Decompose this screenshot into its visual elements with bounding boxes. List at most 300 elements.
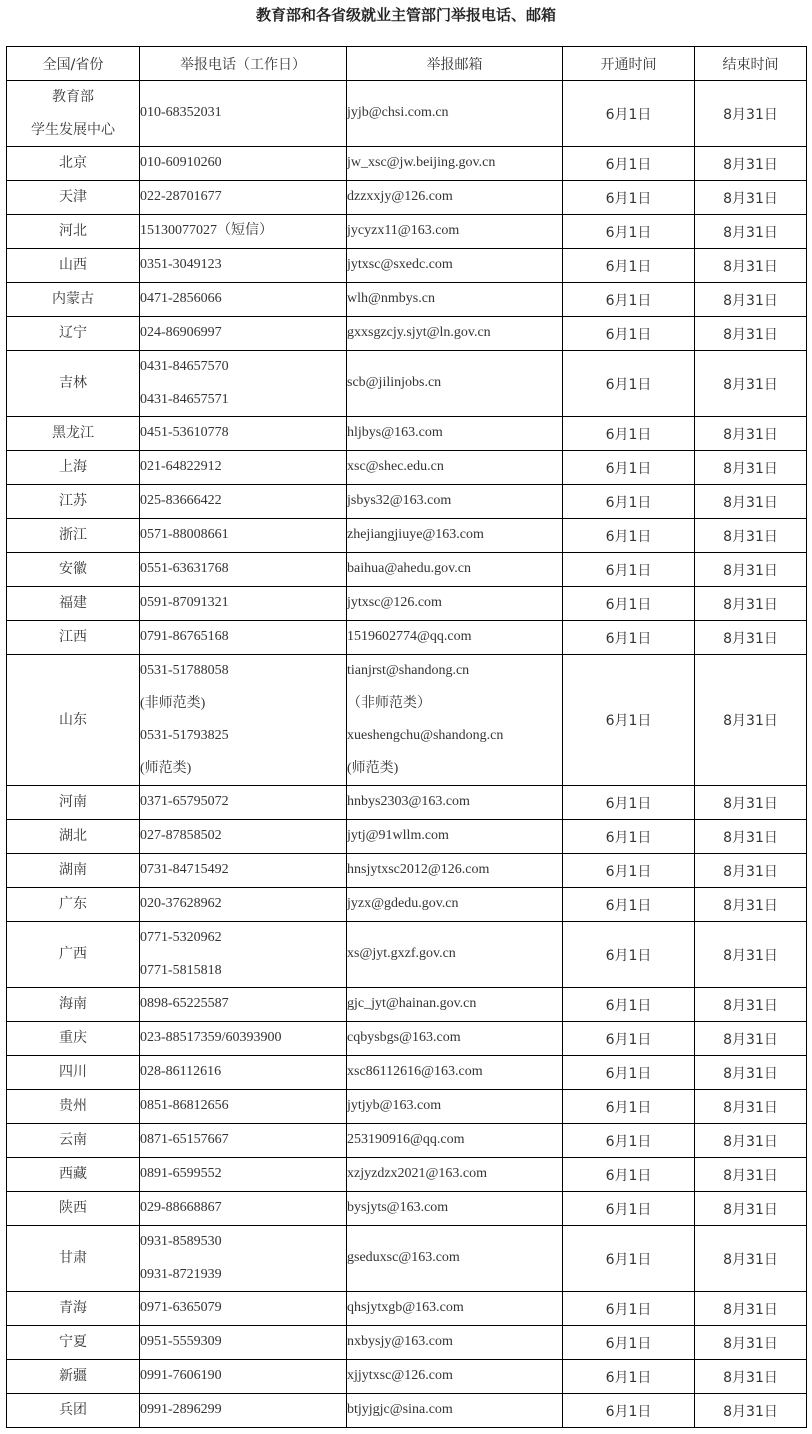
start-date-cell: 6月1日 xyxy=(563,655,695,786)
region-cell xyxy=(7,1292,140,1326)
phone-cell xyxy=(140,249,347,283)
end-date-cell: 8月31日 xyxy=(695,621,807,655)
email-cell xyxy=(347,854,563,888)
region-cell xyxy=(7,820,140,854)
start-date-cell: 6月1日 xyxy=(563,553,695,587)
email-line: （非师范类） xyxy=(347,695,431,711)
phone-line: 0471-2856066 xyxy=(140,291,222,307)
table-row xyxy=(7,888,807,922)
email-line: jytxsc@sxedc.com xyxy=(347,257,453,273)
end-date-cell: 8月31日 xyxy=(695,81,807,147)
email-line: 1519602774@qq.com xyxy=(347,629,472,645)
phone-cell xyxy=(140,1022,347,1056)
phone-line: 0771-5815818 xyxy=(140,962,222,978)
phone-line: 0871-65157667 xyxy=(140,1132,229,1148)
end-date-cell: 8月31日 xyxy=(695,1192,807,1226)
table-row xyxy=(7,1022,807,1056)
header-region: 全国/省份 xyxy=(7,47,140,81)
table-row xyxy=(7,147,807,181)
table-row xyxy=(7,587,807,621)
region-line: 甘肃 xyxy=(59,1250,87,1267)
table-row xyxy=(7,1326,807,1360)
table-row xyxy=(7,820,807,854)
email-line: wlh@nmbys.cn xyxy=(347,291,435,307)
phone-line: 0531-51793825 xyxy=(140,728,229,743)
email-line: jyjb@chsi.com.cn xyxy=(347,105,449,121)
start-date-cell: 6月1日 xyxy=(563,1226,695,1292)
phone-cell xyxy=(140,283,347,317)
email-line: gjc_jyt@hainan.gov.cn xyxy=(347,996,477,1012)
phone-cell xyxy=(140,854,347,888)
start-date-cell: 6月1日 xyxy=(563,1192,695,1226)
phone-line: 0351-3049123 xyxy=(140,257,222,273)
phone-line: 021-64822912 xyxy=(140,459,222,475)
region-line: 宁夏 xyxy=(59,1334,87,1351)
region-cell xyxy=(7,181,140,215)
end-date-cell: 8月31日 xyxy=(695,249,807,283)
email-line: jycyzx11@163.com xyxy=(347,223,460,239)
region-line: 黑龙江 xyxy=(52,425,94,442)
region-cell xyxy=(7,587,140,621)
email-line: xueshengchu@shandong.cn xyxy=(347,728,504,743)
start-date-cell: 6月1日 xyxy=(563,181,695,215)
region-cell xyxy=(7,351,140,417)
region-cell xyxy=(7,283,140,317)
phone-line: 0931-8721939 xyxy=(140,1266,222,1282)
email-line: cqbysbgs@163.com xyxy=(347,1030,461,1046)
region-line: 兵团 xyxy=(59,1402,87,1419)
region-cell xyxy=(7,1394,140,1428)
phone-line: 029-88668867 xyxy=(140,1200,222,1216)
start-date-cell: 6月1日 xyxy=(563,451,695,485)
phone-cell xyxy=(140,1124,347,1158)
end-date-cell: 8月31日 xyxy=(695,1056,807,1090)
email-cell xyxy=(347,922,563,988)
start-date-cell: 6月1日 xyxy=(563,519,695,553)
start-date-cell: 6月1日 xyxy=(563,587,695,621)
email-line: jytjyb@163.com xyxy=(347,1098,442,1114)
region-cell xyxy=(7,1192,140,1226)
start-date-cell: 6月1日 xyxy=(563,485,695,519)
phone-cell xyxy=(140,1394,347,1428)
end-date-cell: 8月31日 xyxy=(695,1158,807,1192)
table-row xyxy=(7,1226,807,1292)
end-date-cell: 8月31日 xyxy=(695,317,807,351)
end-date-cell: 8月31日 xyxy=(695,854,807,888)
region-cell xyxy=(7,621,140,655)
phone-line: 0431-84657571 xyxy=(140,391,229,407)
region-line: 重庆 xyxy=(59,1030,87,1047)
phone-cell xyxy=(140,1158,347,1192)
header-start-date: 开通时间 xyxy=(563,47,695,81)
email-line: xsc86112616@163.com xyxy=(347,1064,483,1080)
email-line: 253190916@qq.com xyxy=(347,1132,465,1148)
email-line: (师范类) xyxy=(347,760,399,776)
phone-line: 0991-2896299 xyxy=(140,1402,222,1418)
email-cell xyxy=(347,181,563,215)
phone-line: 025-83666422 xyxy=(140,493,222,509)
phone-cell xyxy=(140,988,347,1022)
phone-line: (非师范类) xyxy=(140,695,206,711)
region-cell xyxy=(7,519,140,553)
start-date-cell: 6月1日 xyxy=(563,1022,695,1056)
table-row xyxy=(7,1394,807,1428)
phone-line: 020-37628962 xyxy=(140,896,222,912)
header-phone: 举报电话（工作日） xyxy=(140,47,347,81)
phone-cell xyxy=(140,820,347,854)
phone-cell xyxy=(140,215,347,249)
region-line: 海南 xyxy=(59,996,87,1013)
region-line: 河南 xyxy=(59,794,87,811)
table-row xyxy=(7,1158,807,1192)
header-email: 举报邮箱 xyxy=(347,47,563,81)
start-date-cell: 6月1日 xyxy=(563,888,695,922)
start-date-cell: 6月1日 xyxy=(563,215,695,249)
end-date-cell: 8月31日 xyxy=(695,1326,807,1360)
region-cell xyxy=(7,655,140,786)
end-date-cell: 8月31日 xyxy=(695,988,807,1022)
email-cell xyxy=(347,1192,563,1226)
table-row xyxy=(7,451,807,485)
region-line: 山西 xyxy=(59,257,87,274)
end-date-cell: 8月31日 xyxy=(695,417,807,451)
end-date-cell: 8月31日 xyxy=(695,587,807,621)
email-line: jytj@91wllm.com xyxy=(347,828,449,844)
start-date-cell: 6月1日 xyxy=(563,820,695,854)
start-date-cell: 6月1日 xyxy=(563,1326,695,1360)
start-date-cell: 6月1日 xyxy=(563,786,695,820)
phone-cell xyxy=(140,553,347,587)
phone-line: 0771-5320962 xyxy=(140,930,222,945)
phone-line: 0791-86765168 xyxy=(140,629,229,645)
phone-line: (师范类) xyxy=(140,760,192,776)
region-cell xyxy=(7,249,140,283)
region-line: 湖北 xyxy=(59,828,87,845)
phone-cell xyxy=(140,181,347,215)
phone-cell xyxy=(140,451,347,485)
email-cell xyxy=(347,1158,563,1192)
phone-line: 0971-6365079 xyxy=(140,1300,222,1316)
email-line: hljbys@163.com xyxy=(347,425,443,441)
region-line: 吉林 xyxy=(59,375,87,392)
region-line: 西藏 xyxy=(59,1166,87,1183)
phone-cell xyxy=(140,351,347,417)
phone-line: 0931-8589530 xyxy=(140,1234,222,1249)
phone-line: 0898-65225587 xyxy=(140,996,229,1012)
end-date-cell: 8月31日 xyxy=(695,451,807,485)
email-cell xyxy=(347,249,563,283)
end-date-cell: 8月31日 xyxy=(695,215,807,249)
email-cell xyxy=(347,621,563,655)
email-cell xyxy=(347,417,563,451)
phone-cell xyxy=(140,1326,347,1360)
region-cell xyxy=(7,215,140,249)
table-row xyxy=(7,854,807,888)
table-row xyxy=(7,1360,807,1394)
end-date-cell: 8月31日 xyxy=(695,1292,807,1326)
phone-cell xyxy=(140,485,347,519)
table-row xyxy=(7,1090,807,1124)
table-row xyxy=(7,988,807,1022)
table-row xyxy=(7,351,807,417)
start-date-cell: 6月1日 xyxy=(563,249,695,283)
region-line: 四川 xyxy=(59,1064,87,1081)
phone-cell xyxy=(140,587,347,621)
end-date-cell: 8月31日 xyxy=(695,1226,807,1292)
email-line: xjjytxsc@126.com xyxy=(347,1368,453,1384)
phone-cell xyxy=(140,417,347,451)
region-cell xyxy=(7,1158,140,1192)
email-cell xyxy=(347,451,563,485)
end-date-cell: 8月31日 xyxy=(695,922,807,988)
email-cell xyxy=(347,317,563,351)
email-line: baihua@ahedu.gov.cn xyxy=(347,561,471,577)
region-cell xyxy=(7,1056,140,1090)
region-line: 湖南 xyxy=(59,862,87,879)
region-cell xyxy=(7,1090,140,1124)
phone-cell xyxy=(140,1192,347,1226)
email-cell xyxy=(347,1022,563,1056)
table-body xyxy=(7,81,807,1428)
email-line: jytxsc@126.com xyxy=(347,595,442,611)
region-cell xyxy=(7,451,140,485)
page-title: 教育部和各省级就业主管部门举报电话、邮箱 xyxy=(255,6,556,24)
region-line: 学生发展中心 xyxy=(31,121,115,138)
table-header-row xyxy=(7,47,807,81)
end-date-cell: 8月31日 xyxy=(695,655,807,786)
region-cell xyxy=(7,1326,140,1360)
start-date-cell: 6月1日 xyxy=(563,1056,695,1090)
region-line: 陕西 xyxy=(59,1200,87,1217)
region-line: 贵州 xyxy=(59,1098,87,1115)
table-row xyxy=(7,215,807,249)
phone-line: 0851-86812656 xyxy=(140,1098,229,1114)
region-line: 江西 xyxy=(59,629,87,646)
end-date-cell: 8月31日 xyxy=(695,1360,807,1394)
end-date-cell: 8月31日 xyxy=(695,283,807,317)
phone-line: 0551-63631768 xyxy=(140,561,229,577)
email-line: tianjrst@shandong.cn xyxy=(347,663,470,678)
region-cell xyxy=(7,1124,140,1158)
email-cell xyxy=(347,519,563,553)
header-end-date: 结束时间 xyxy=(695,47,807,81)
region-cell xyxy=(7,922,140,988)
region-line: 青海 xyxy=(59,1300,87,1317)
email-cell xyxy=(347,820,563,854)
phone-cell xyxy=(140,655,347,786)
email-cell xyxy=(347,1360,563,1394)
table-row xyxy=(7,485,807,519)
region-cell xyxy=(7,1360,140,1394)
start-date-cell: 6月1日 xyxy=(563,317,695,351)
region-line: 广东 xyxy=(59,896,87,913)
phone-line: 0591-87091321 xyxy=(140,595,229,611)
end-date-cell: 8月31日 xyxy=(695,181,807,215)
region-cell xyxy=(7,147,140,181)
phone-cell xyxy=(140,888,347,922)
region-line: 山东 xyxy=(59,711,87,728)
phone-line: 0951-5559309 xyxy=(140,1334,222,1350)
start-date-cell: 6月1日 xyxy=(563,988,695,1022)
start-date-cell: 6月1日 xyxy=(563,283,695,317)
start-date-cell: 6月1日 xyxy=(563,81,695,147)
table-row xyxy=(7,1056,807,1090)
phone-cell xyxy=(140,147,347,181)
region-line: 内蒙古 xyxy=(52,291,94,308)
region-line: 云南 xyxy=(59,1132,87,1149)
end-date-cell: 8月31日 xyxy=(695,1022,807,1056)
email-line: hnbys2303@163.com xyxy=(347,794,470,810)
email-line: xs@jyt.gxzf.gov.cn xyxy=(347,946,456,962)
email-cell xyxy=(347,147,563,181)
email-cell xyxy=(347,485,563,519)
phone-line: 0451-53610778 xyxy=(140,425,229,441)
region-line: 河北 xyxy=(59,223,87,240)
phone-line: 0431-84657570 xyxy=(140,359,229,374)
phone-cell xyxy=(140,922,347,988)
email-cell xyxy=(347,1292,563,1326)
region-line: 安徽 xyxy=(59,561,87,578)
phone-line: 010-68352031 xyxy=(140,105,222,121)
end-date-cell: 8月31日 xyxy=(695,820,807,854)
email-line: zhejiangjiuye@163.com xyxy=(347,527,484,543)
email-cell xyxy=(347,283,563,317)
region-cell xyxy=(7,1022,140,1056)
email-line: jyzx@gdedu.gov.cn xyxy=(347,896,459,912)
start-date-cell: 6月1日 xyxy=(563,417,695,451)
phone-line: 010-60910260 xyxy=(140,155,222,171)
phone-cell xyxy=(140,1056,347,1090)
email-cell xyxy=(347,988,563,1022)
phone-line: 028-86112616 xyxy=(140,1064,222,1080)
email-line: xzjyzdzx2021@163.com xyxy=(347,1166,488,1182)
phone-line: 0891-6599552 xyxy=(140,1166,222,1182)
email-cell xyxy=(347,655,563,786)
end-date-cell: 8月31日 xyxy=(695,888,807,922)
email-cell xyxy=(347,587,563,621)
table-row xyxy=(7,1124,807,1158)
region-line: 教育部 xyxy=(52,89,94,105)
end-date-cell: 8月31日 xyxy=(695,1394,807,1428)
email-line: qhsjytxgb@163.com xyxy=(347,1300,464,1316)
region-line: 福建 xyxy=(59,595,87,612)
email-line: nxbysjy@163.com xyxy=(347,1334,453,1350)
phone-line: 0731-84715492 xyxy=(140,862,229,878)
start-date-cell: 6月1日 xyxy=(563,1090,695,1124)
table-row xyxy=(7,283,807,317)
phone-cell xyxy=(140,621,347,655)
region-line: 浙江 xyxy=(59,527,87,544)
email-line: jsbys32@163.com xyxy=(347,493,452,509)
table-row xyxy=(7,786,807,820)
region-cell xyxy=(7,485,140,519)
phone-line: 0371-65795072 xyxy=(140,794,229,810)
report-contact-table xyxy=(6,46,807,1428)
email-cell xyxy=(347,81,563,147)
region-cell xyxy=(7,417,140,451)
end-date-cell: 8月31日 xyxy=(695,786,807,820)
start-date-cell: 6月1日 xyxy=(563,1394,695,1428)
phone-line: 024-86906997 xyxy=(140,325,222,341)
email-line: bysjyts@163.com xyxy=(347,1200,449,1216)
table-row xyxy=(7,249,807,283)
email-line: jw_xsc@jw.beijing.gov.cn xyxy=(347,155,496,171)
end-date-cell: 8月31日 xyxy=(695,1124,807,1158)
phone-line: 0531-51788058 xyxy=(140,663,229,678)
email-cell xyxy=(347,1090,563,1124)
phone-cell xyxy=(140,519,347,553)
region-line: 北京 xyxy=(59,155,87,172)
email-line: gseduxsc@163.com xyxy=(347,1250,460,1266)
region-line: 上海 xyxy=(59,459,87,476)
phone-cell xyxy=(140,317,347,351)
phone-cell xyxy=(140,1292,347,1326)
table-row xyxy=(7,519,807,553)
phone-cell xyxy=(140,786,347,820)
phone-line: 15130077027（短信） xyxy=(140,223,273,239)
region-cell xyxy=(7,854,140,888)
phone-line: 0991-7606190 xyxy=(140,1368,222,1384)
email-cell xyxy=(347,215,563,249)
email-line: gxxsgzcjy.sjyt@ln.gov.cn xyxy=(347,325,491,341)
phone-cell xyxy=(140,1090,347,1124)
region-line: 天津 xyxy=(59,189,87,206)
end-date-cell: 8月31日 xyxy=(695,519,807,553)
region-cell xyxy=(7,988,140,1022)
email-cell xyxy=(347,1056,563,1090)
table-row xyxy=(7,922,807,988)
region-line: 辽宁 xyxy=(59,325,87,342)
table-row xyxy=(7,1192,807,1226)
region-cell xyxy=(7,1226,140,1292)
phone-cell xyxy=(140,1360,347,1394)
email-line: hnsjytxsc2012@126.com xyxy=(347,862,490,878)
email-cell xyxy=(347,553,563,587)
email-cell xyxy=(347,1226,563,1292)
email-line: dzzxxjy@126.com xyxy=(347,189,453,205)
region-line: 广西 xyxy=(59,946,87,963)
start-date-cell: 6月1日 xyxy=(563,621,695,655)
phone-cell xyxy=(140,81,347,147)
email-cell xyxy=(347,351,563,417)
table-row xyxy=(7,181,807,215)
region-cell xyxy=(7,786,140,820)
table-row xyxy=(7,1292,807,1326)
end-date-cell: 8月31日 xyxy=(695,147,807,181)
region-cell xyxy=(7,81,140,147)
email-cell xyxy=(347,1124,563,1158)
start-date-cell: 6月1日 xyxy=(563,1124,695,1158)
region-cell xyxy=(7,317,140,351)
phone-line: 022-28701677 xyxy=(140,189,222,205)
start-date-cell: 6月1日 xyxy=(563,1158,695,1192)
table-row xyxy=(7,81,807,147)
start-date-cell: 6月1日 xyxy=(563,1360,695,1394)
email-cell xyxy=(347,1394,563,1428)
phone-line: 023-88517359/60393900 xyxy=(140,1030,282,1046)
end-date-cell: 8月31日 xyxy=(695,485,807,519)
start-date-cell: 6月1日 xyxy=(563,922,695,988)
region-line: 新疆 xyxy=(59,1368,87,1385)
table-row xyxy=(7,621,807,655)
table-row xyxy=(7,317,807,351)
start-date-cell: 6月1日 xyxy=(563,147,695,181)
phone-line: 027-87858502 xyxy=(140,828,222,844)
table-row xyxy=(7,655,807,786)
end-date-cell: 8月31日 xyxy=(695,1090,807,1124)
start-date-cell: 6月1日 xyxy=(563,1292,695,1326)
phone-line: 0571-88008661 xyxy=(140,527,229,543)
